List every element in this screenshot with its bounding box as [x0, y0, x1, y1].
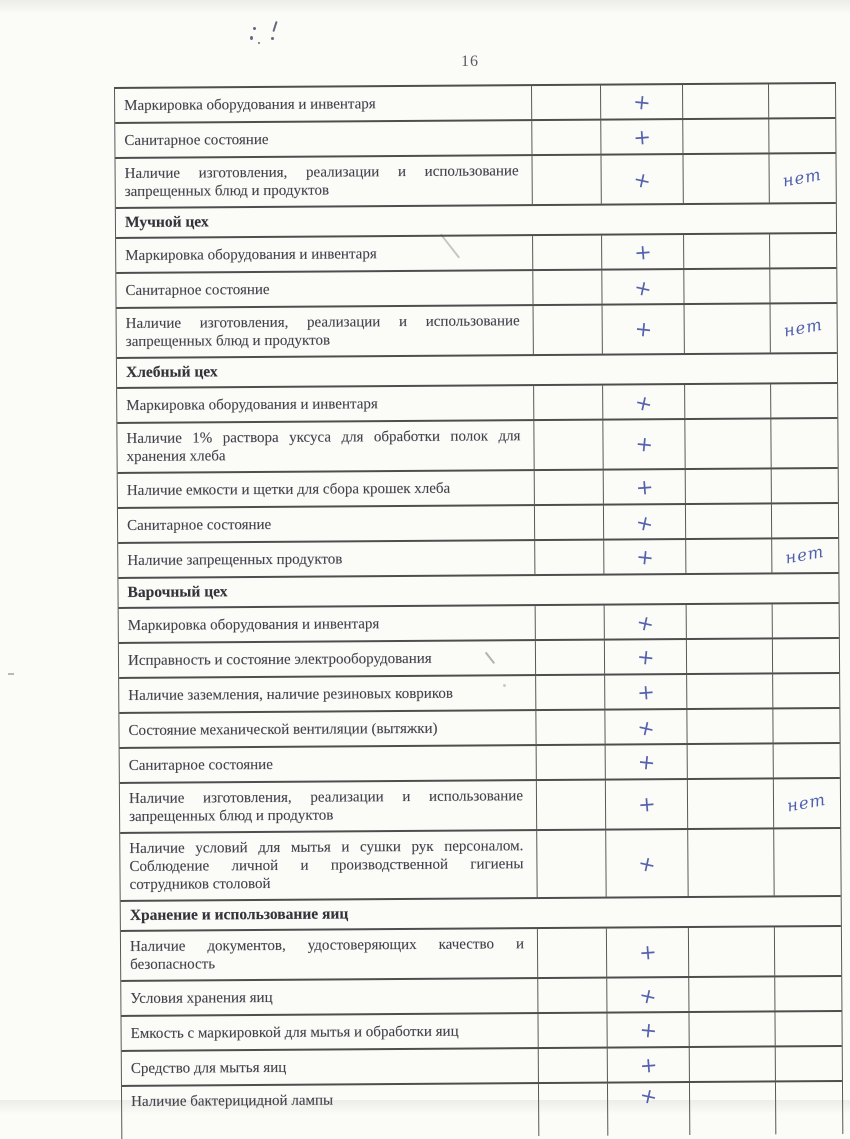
plus-mark: + [634, 544, 655, 570]
row-label-cell [117, 306, 534, 357]
row-label-cell [116, 236, 533, 272]
empty-cell [683, 84, 769, 118]
empty-cell [690, 1082, 776, 1135]
plus-mark: + [633, 609, 657, 637]
page-number: 16 [461, 53, 479, 70]
note-cell [772, 504, 838, 537]
empty-cell [532, 156, 601, 204]
ink-speck [272, 21, 277, 32]
check-cell [607, 978, 689, 1012]
check-cell [602, 270, 684, 304]
empty-cell [536, 676, 605, 709]
plus-mark: + [636, 982, 659, 1010]
empty-cell [537, 781, 606, 829]
note-cell [769, 84, 835, 117]
table-row [119, 674, 839, 714]
empty-cell [535, 541, 604, 574]
scan-artifact [8, 673, 14, 675]
plus-mark: + [631, 89, 652, 115]
plus-mark: + [637, 1082, 660, 1110]
note-cell [773, 709, 839, 742]
row-label: Наличие бактерицидной лампы [131, 1092, 334, 1110]
empty-cell [685, 304, 771, 353]
table-row [117, 419, 837, 474]
empty-cell [683, 119, 769, 153]
note-cell [775, 1012, 841, 1045]
empty-cell [686, 539, 772, 573]
note-cell [775, 927, 841, 975]
check-cell [603, 305, 685, 354]
table-row [120, 779, 840, 834]
section-title: Мучной цех [124, 213, 209, 231]
row-label: Емкость с маркировкой для мытья и обработки яиц [130, 1023, 459, 1042]
row-label: Состояние механической вентиляции (вытяжки) [128, 720, 438, 739]
note-cell [769, 154, 835, 202]
note-cell [772, 539, 838, 572]
check-cell [601, 120, 683, 154]
row-label: Маркировка оборудования и инвентаря [125, 245, 377, 264]
row-label-cell [120, 831, 537, 900]
plus-mark: + [633, 316, 654, 343]
check-cell [603, 385, 685, 419]
table-row [122, 1082, 842, 1139]
row-label-cell [116, 271, 533, 307]
plus-mark: + [636, 748, 657, 775]
empty-cell [535, 471, 604, 504]
handwritten-note: нет [782, 314, 825, 341]
empty-cell [536, 711, 605, 744]
row-label-cell [118, 541, 535, 577]
note-cell [774, 744, 840, 777]
table-row [120, 744, 840, 784]
plus-mark: + [638, 1052, 659, 1078]
table-row [118, 469, 838, 509]
row-label: Санитарное состояние [127, 516, 272, 534]
table-row [119, 639, 839, 679]
check-cell [603, 420, 685, 469]
check-cell [601, 155, 683, 204]
check-cell [604, 540, 686, 574]
empty-cell [688, 744, 774, 778]
note-cell [770, 269, 836, 302]
note-cell [774, 829, 840, 895]
row-label-cell [119, 711, 536, 747]
note-cell [771, 384, 837, 417]
row-label: Наличие изготовления, реализации и использование запрещенных блюд и продуктов [124, 163, 519, 200]
row-label: Наличие емкости и щетки для сбора крошек хлеба [126, 480, 451, 499]
plus-mark: + [630, 166, 654, 194]
row-label-cell [120, 746, 537, 782]
note-cell [772, 469, 838, 502]
check-cell [606, 745, 688, 779]
table-row [116, 234, 836, 274]
plus-mark: + [632, 124, 652, 150]
note-cell [773, 674, 839, 707]
row-label: Наличие 1% раствора уксуса для обработки полок для хранения хлеба [126, 428, 521, 465]
inspection-table [114, 82, 843, 1139]
plus-mark: + [632, 389, 655, 417]
check-cell [608, 1083, 690, 1136]
table-row [116, 154, 836, 209]
empty-cell [536, 606, 605, 639]
plus-mark: + [636, 791, 657, 817]
ink-speck [258, 42, 260, 44]
table-row [121, 1012, 841, 1052]
check-cell [605, 675, 687, 709]
table-row [116, 269, 836, 309]
row-label-cell [120, 781, 537, 832]
row-label: Маркировка оборудования и инвентаря [124, 95, 376, 114]
row-label: Наличие запрещенных продуктов [127, 550, 343, 569]
row-label: Маркировка оборудования и инвентаря [127, 615, 380, 634]
table-row [122, 1047, 842, 1087]
row-label: Наличие изготовления, реализации и использование запрещенных блюд и продуктов [125, 313, 520, 350]
check-cell [608, 1048, 690, 1082]
empty-cell [687, 604, 773, 638]
row-label: Санитарное состояние [125, 281, 270, 299]
row-label-cell [115, 121, 532, 157]
plus-mark: + [638, 1016, 659, 1043]
empty-cell [685, 384, 771, 418]
plus-mark: + [635, 644, 656, 670]
check-cell [606, 780, 688, 829]
empty-cell [684, 269, 770, 303]
table-row [121, 977, 841, 1017]
plus-mark: + [634, 431, 654, 458]
section-title: Хлебный цех [125, 363, 218, 381]
empty-cell [689, 977, 775, 1011]
check-cell [605, 640, 687, 674]
table-row [120, 829, 840, 902]
note-cell [774, 779, 840, 827]
row-label-cell [117, 386, 534, 422]
check-cell [605, 605, 687, 639]
empty-cell [539, 1049, 608, 1082]
empty-cell [686, 469, 772, 503]
check-cell [602, 235, 684, 269]
check-cell [604, 470, 686, 504]
ink-speck [271, 37, 274, 40]
plus-mark: + [634, 714, 657, 742]
row-label-cell [118, 506, 535, 542]
row-label: Маркировка оборудования и инвентаря [126, 395, 378, 414]
row-label-cell [121, 979, 538, 1015]
empty-cell [538, 929, 607, 977]
note-cell [770, 234, 836, 267]
note-cell [769, 119, 835, 152]
empty-cell [686, 504, 772, 538]
row-label: Условия хранения яиц [130, 989, 273, 1007]
row-label: Исправность и состояние электрооборудования [127, 650, 432, 669]
empty-cell [683, 154, 769, 203]
row-label-cell [122, 1049, 539, 1085]
row-label: Наличие условий для мытья и сушки рук персоналом. Соблюдение личной и производственной гигиены сотрудников столовой [129, 838, 524, 893]
empty-cell [688, 829, 774, 896]
check-cell [604, 505, 686, 539]
row-label: Санитарное состояние [128, 756, 273, 774]
empty-cell [536, 641, 605, 674]
empty-cell [538, 979, 607, 1012]
plus-mark: + [634, 474, 654, 500]
note-cell [775, 977, 841, 1010]
table-row [118, 539, 838, 579]
empty-cell [532, 86, 601, 119]
section-title: Варочный цех [127, 583, 228, 601]
row-label-cell [122, 1084, 539, 1139]
empty-cell [688, 779, 774, 828]
empty-cell [685, 419, 771, 468]
row-label: Средство для мытья яиц [130, 1059, 287, 1077]
row-label-cell [119, 606, 536, 642]
row-label-cell [116, 156, 533, 207]
handwritten-note: нет [785, 789, 828, 816]
ink-speck [253, 27, 256, 30]
plus-mark: + [631, 274, 654, 302]
row-label-cell [121, 929, 538, 980]
table-row [115, 119, 835, 159]
empty-cell [534, 421, 603, 469]
note-cell [776, 1082, 842, 1134]
empty-cell [534, 306, 603, 354]
empty-cell [687, 639, 773, 673]
note-cell [771, 419, 837, 467]
plus-mark: + [636, 679, 656, 705]
row-label-cell [119, 676, 536, 712]
note-cell [776, 1047, 842, 1080]
check-cell [601, 85, 683, 119]
handwritten-note: нет [781, 164, 824, 191]
empty-cell [689, 1012, 775, 1046]
row-label: Наличие изготовления, реализации и использование запрещенных блюд и продуктов [128, 788, 524, 825]
check-cell [605, 710, 687, 744]
plus-mark: + [637, 939, 658, 965]
row-label-cell [119, 641, 536, 677]
handwritten-note: нет [784, 541, 827, 568]
empty-cell [537, 831, 606, 897]
empty-cell [689, 927, 775, 976]
empty-cell [533, 271, 602, 304]
plus-mark: + [632, 239, 653, 265]
row-label: Наличие заземления, наличие резиновых ковриков [128, 685, 453, 704]
row-label: Санитарное состояние [124, 131, 269, 149]
check-cell [607, 928, 689, 977]
table-row [117, 304, 837, 359]
check-cell [606, 830, 688, 897]
empty-cell [533, 236, 602, 269]
table-row [118, 504, 838, 544]
row-label-cell [118, 471, 535, 507]
plus-mark: + [633, 509, 656, 537]
note-cell [773, 604, 839, 637]
table-row [119, 604, 839, 644]
table-row [115, 84, 835, 124]
ink-speck [250, 36, 253, 40]
empty-cell [538, 1014, 607, 1047]
empty-cell [687, 674, 773, 708]
check-cell [607, 1013, 689, 1047]
empty-cell [532, 121, 601, 154]
table-row [119, 709, 839, 749]
empty-cell [537, 746, 606, 779]
table-row [117, 384, 837, 424]
note-cell [771, 304, 837, 352]
empty-cell [534, 386, 603, 419]
table-row [121, 927, 841, 982]
row-label: Наличие документов, удостоверяющих качество и безопасность [129, 936, 525, 973]
plus-mark: + [635, 850, 658, 878]
note-cell [773, 639, 839, 672]
empty-cell [539, 1084, 608, 1136]
row-label-cell [117, 421, 534, 472]
empty-cell [690, 1047, 776, 1081]
empty-cell [684, 234, 770, 268]
section-title: Хранение и использование яиц [129, 905, 349, 924]
empty-cell [535, 506, 604, 539]
row-label-cell [115, 86, 532, 122]
empty-cell [687, 709, 773, 743]
row-label-cell [121, 1014, 538, 1050]
